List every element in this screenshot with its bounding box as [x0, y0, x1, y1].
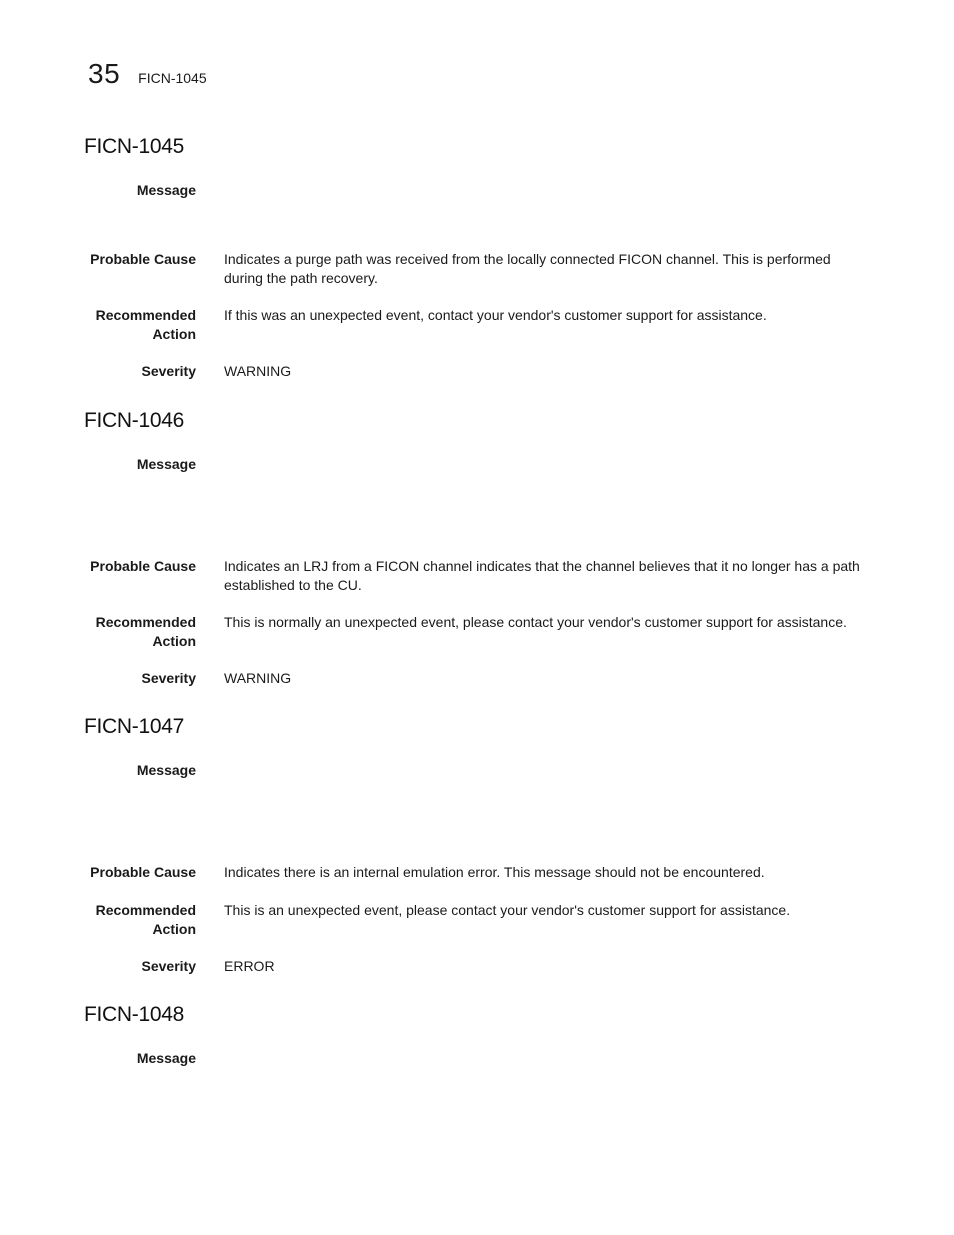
severity-label: Severity	[141, 958, 196, 974]
entry-title: FICN-1046	[84, 409, 185, 432]
recommended-action-label	[66, 306, 196, 344]
recommended-action-label	[66, 901, 196, 939]
entry-title: FICN-1045	[84, 135, 185, 158]
entry-title: FICN-1048	[84, 1003, 185, 1026]
probable-cause-label: Probable Cause	[90, 558, 196, 574]
recommended-label-line1: Recommended	[95, 902, 196, 918]
recommended-action-label	[66, 613, 196, 651]
message-label: Message	[136, 182, 196, 198]
severity-label: Severity	[141, 363, 196, 379]
page-header	[88, 55, 207, 89]
recommended-label-line1: Recommended	[95, 307, 196, 323]
message-label: Message	[136, 1050, 196, 1066]
running-title: FICN-1045	[138, 70, 207, 86]
probable-cause-label: Probable Cause	[90, 251, 196, 267]
probable-cause-text: Indicates there is an internal emulation error. This message should not be encountered.	[224, 864, 765, 880]
probable-cause-label: Probable Cause	[90, 864, 196, 880]
action-label-line2: Action	[152, 921, 196, 937]
probable-cause-text: Indicates a purge path was received from the locally connected FICON channel. This is performed during the path recovery.	[224, 251, 831, 286]
message-label: Message	[136, 762, 196, 778]
message-label: Message	[136, 456, 196, 472]
severity-value: WARNING	[224, 670, 292, 686]
recommended-action-text: This is an unexpected event, please contact your vendor's customer support for assistance.	[224, 902, 791, 918]
severity-label: Severity	[141, 670, 196, 686]
recommended-action-text: This is normally an unexpected event, please contact your vendor's customer support for assistance.	[224, 614, 847, 630]
entry-title: FICN-1047	[84, 715, 185, 738]
recommended-action-text: If this was an unexpected event, contact your vendor's customer support for assistance.	[224, 307, 767, 323]
chapter-number: 35	[88, 58, 121, 89]
action-label-line2: Action	[152, 326, 196, 342]
recommended-label-line1: Recommended	[95, 614, 196, 630]
probable-cause-text: Indicates an LRJ from a FICON channel indicates that the channel believes that it no longer has a path established to the CU.	[224, 558, 860, 593]
severity-value: WARNING	[224, 363, 292, 379]
severity-value: ERROR	[224, 958, 275, 974]
action-label-line2: Action	[152, 633, 196, 649]
